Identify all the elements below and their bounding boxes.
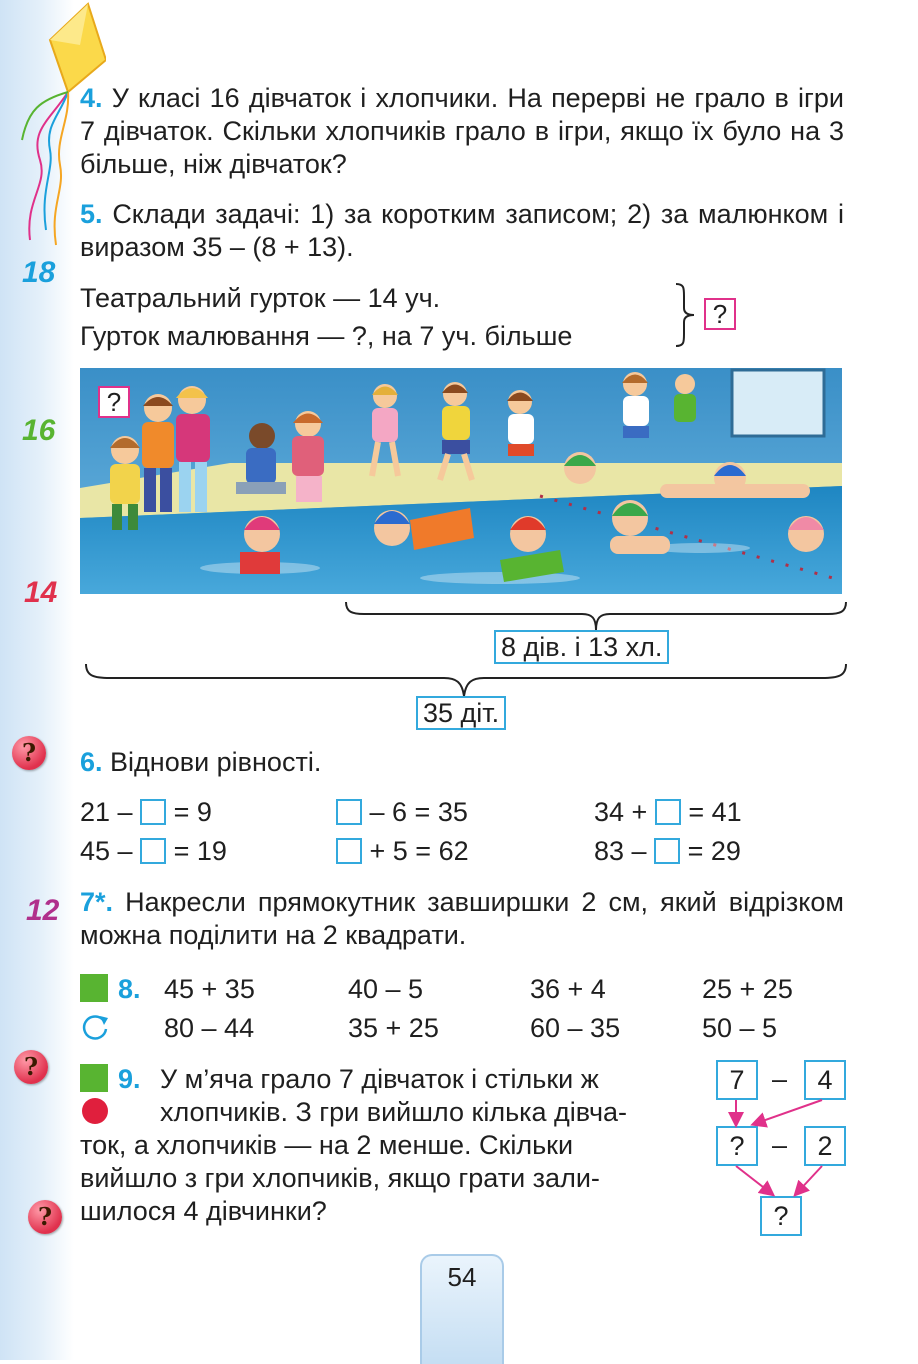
task-9-line-5: шилося 4 дівчинки? — [80, 1196, 327, 1226]
ruler-mark-16: 16 — [22, 414, 56, 447]
task-number: 5. — [80, 199, 103, 229]
scheme-box-result: ? — [760, 1196, 802, 1236]
equation — [336, 835, 469, 868]
equation-right: = 41 — [688, 797, 742, 827]
pool-picture — [80, 368, 842, 594]
question-icon: ? — [28, 1200, 62, 1234]
green-square-icon — [80, 974, 108, 1002]
picture-question-box: ? — [98, 386, 130, 418]
scheme-operator: – — [772, 1130, 788, 1160]
label-inner: 8 дів. і 13 хл. — [494, 630, 669, 664]
curly-brace-icon — [674, 282, 698, 348]
scheme-box-a: 7 — [716, 1060, 758, 1100]
equation-left: 34 + — [594, 797, 648, 827]
equation — [80, 796, 212, 829]
answer-box[interactable] — [140, 838, 166, 864]
scheme-box-b: 4 — [804, 1060, 846, 1100]
page-number: 54 — [447, 1262, 477, 1292]
task-9-line-4: вийшло з гри хлопчиків, якщо грати зали- — [80, 1163, 600, 1193]
task-text: Накресли прямокутник завширшки 2 см, який відрізком можна поділити на 2 квадрати. — [80, 887, 844, 950]
equation-left: 83 – — [594, 836, 647, 866]
task-number: 4. — [80, 83, 103, 113]
answer-box[interactable] — [336, 838, 362, 864]
green-square-icon — [80, 1064, 108, 1092]
equation-right: = 29 — [687, 836, 741, 866]
equation-left: 45 – — [80, 836, 133, 866]
equation — [336, 796, 468, 829]
task-4 — [80, 82, 844, 181]
ruler-mark-12: 12 — [26, 894, 60, 927]
scheme-arrows-icon — [710, 1096, 860, 1200]
expression: 25 + 25 — [702, 974, 793, 1004]
record-line-2: Гурток малювання — ?, на 7 уч. більше — [80, 321, 573, 351]
task-5 — [80, 198, 844, 264]
brace-inner-icon — [344, 600, 848, 632]
label-outer: 35 діт. — [416, 696, 506, 730]
ruler-mark-14: 14 — [24, 576, 58, 609]
task-9-line-3: ток, а хлопчиків — на 2 менше. Скільки — [80, 1130, 574, 1160]
answer-box[interactable] — [336, 799, 362, 825]
brace-outer-icon — [84, 662, 848, 698]
record-question-box: ? — [704, 298, 736, 330]
equation — [594, 835, 741, 868]
equation-right: + 5 = 62 — [369, 836, 469, 866]
equation-left: 21 – — [80, 797, 133, 827]
expression: 45 + 35 — [164, 974, 255, 1004]
expression: 36 + 4 — [530, 974, 606, 1004]
task-9-line-2: хлопчиків. З гри вийшло кілька дівча- — [160, 1097, 628, 1127]
task-text: Склади задачі: 1) за коротким записом; 2) за малюнком і виразом 35 – (8 + 13). — [80, 199, 844, 262]
task-text: Віднови рівності. — [110, 747, 322, 777]
expression: 40 – 5 — [348, 974, 424, 1004]
ruler-mark-18: 18 — [22, 256, 56, 289]
scheme-box-c: ? — [716, 1126, 758, 1166]
equation — [594, 796, 742, 829]
task-number: 6. — [80, 747, 103, 777]
repeat-icon — [80, 1012, 110, 1042]
question-icon: ? — [14, 1050, 48, 1084]
task-text: У класі 16 дівчаток і хлопчики. На перерві не грало в ігри 7 дівчаток. Скільки хлопчиків грало в ігри, якщо їх було на 3 більше, ніж дівчаток? — [80, 83, 844, 179]
expression: 60 – 35 — [530, 1013, 621, 1043]
task-6 — [80, 746, 321, 779]
task-7 — [80, 886, 844, 952]
record-line-1: Театральний гурток — 14 уч. — [80, 283, 441, 313]
expression: 50 – 5 — [702, 1013, 778, 1043]
equation-right: = 9 — [173, 797, 212, 827]
answer-box[interactable] — [654, 838, 680, 864]
scheme-operator: – — [772, 1064, 788, 1094]
red-dot-icon — [82, 1098, 108, 1124]
equation-right: = 19 — [173, 836, 227, 866]
task-number: 8. — [118, 974, 141, 1004]
equation — [80, 835, 227, 868]
scheme-box-d: 2 — [804, 1126, 846, 1166]
question-icon: ? — [12, 736, 46, 770]
expression: 35 + 25 — [348, 1013, 439, 1043]
task-number: 7*. — [80, 887, 114, 917]
answer-box[interactable] — [140, 799, 166, 825]
answer-box[interactable] — [655, 799, 681, 825]
task-9-line-1: У м’яча грало 7 дівчаток і стільки ж — [160, 1064, 599, 1094]
expression: 80 – 44 — [164, 1013, 255, 1043]
equation-right: – 6 = 35 — [369, 797, 468, 827]
task-number: 9. — [118, 1064, 141, 1094]
page-number-tab — [420, 1254, 504, 1364]
